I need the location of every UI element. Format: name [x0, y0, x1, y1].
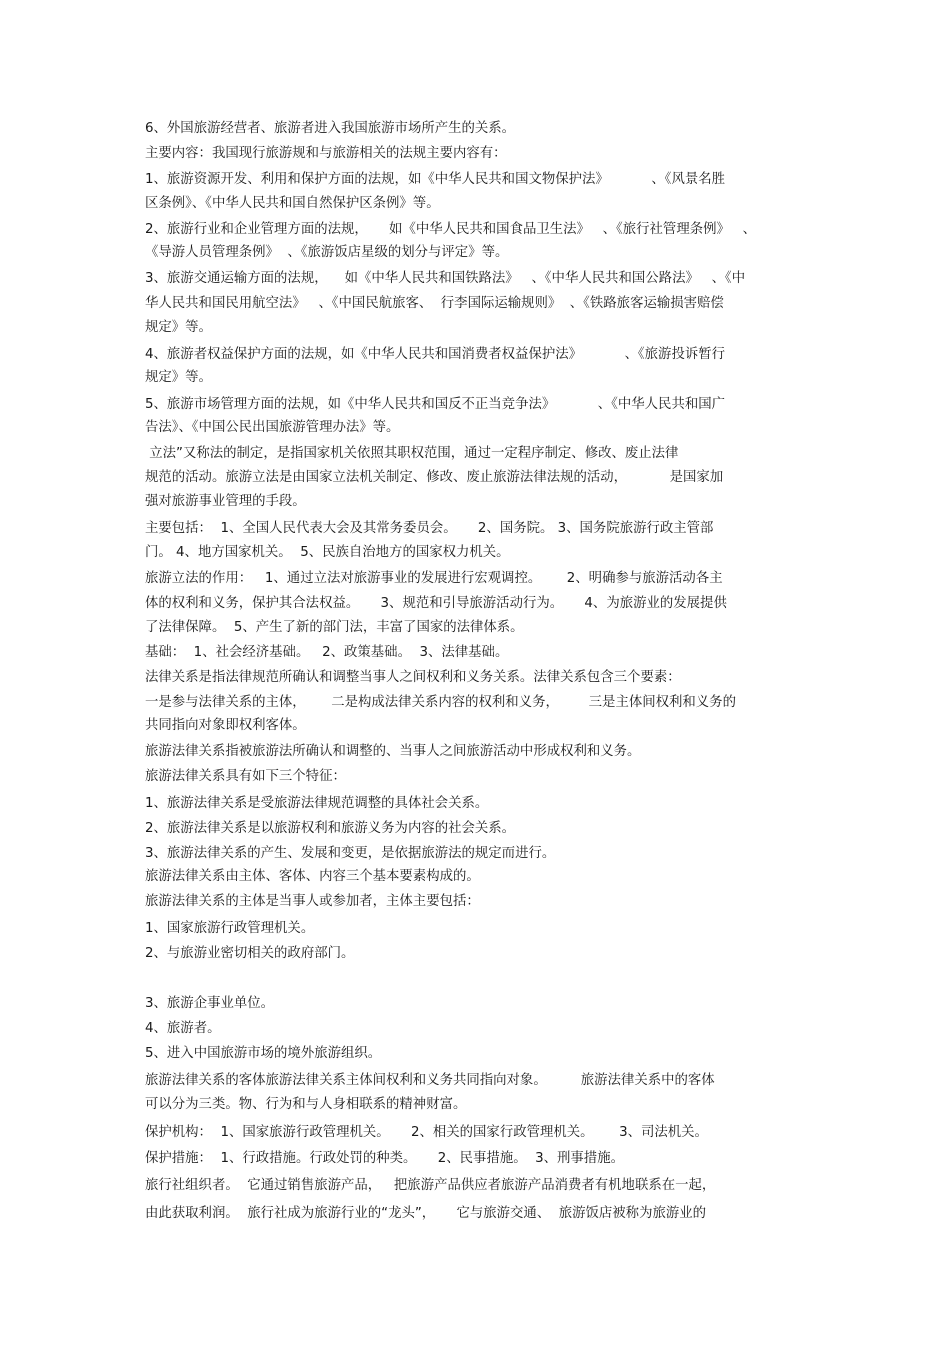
text-line: 立法”又称法的制定，是指国家机关依照其职权范围，通过一定程序制定、修改、废止法律 [145, 446, 679, 461]
text-line: 旅游法律关系的主体是当事人或参加者，主体主要包括： [145, 894, 480, 909]
text-line: 保护机构： 1、国家旅游行政管理机关。 2、相关的国家行政管理机关。 3、司法机关。 [145, 1125, 708, 1140]
text-line: 主要内容：我国现行旅游规和与旅游相关的法规主要内容有： [145, 146, 507, 161]
text-line: 2、与旅游业密切相关的政府部门。 [145, 946, 355, 961]
text-line: 5、旅游市场管理方面的法规，如《中华人民共和国反不正当竞争法》 、《中华人民共和国广 [145, 397, 726, 412]
text-line: 规定》等。 [145, 320, 212, 335]
text-line: 1、旅游法律关系是受旅游法律规范调整的具体社会关系。 [145, 796, 489, 811]
text-line: 基础： 1、社会经济基础。 2、政策基础。 3、法律基础。 [145, 645, 509, 660]
text-line: 了法律保障。 5、产生了新的部门法，丰富了国家的法律体系。 [145, 620, 524, 635]
text-line: 由此获取利润。 旅行社成为旅游行业的“龙头”， 它与旅游交通、 旅游饭店被称为旅游业的 [145, 1206, 707, 1221]
text-line: 4、旅游者权益保护方面的法规，如《中华人民共和国消费者权益保护法》 、《旅游投诉暂行 [145, 347, 726, 362]
text-line: 旅游法律关系具有如下三个特征： [145, 769, 346, 784]
text-line: 6、外国旅游经营者、旅游者进入我国旅游市场所产生的关系。 [145, 121, 516, 136]
text-line: 法律关系是指法律规范所确认和调整当事人之间权利和义务关系。法律关系包含三个要素： [145, 670, 681, 685]
text-line: 华人民共和国民用航空法》 、《中国民航旅客、 行李国际运输规则》 、《铁路旅客运输损害赔偿 [145, 296, 724, 311]
text-line: 旅游法律关系由主体、客体、内容三个基本要素构成的。 [145, 869, 480, 884]
text-line: 告法》、《中国公民出国旅游管理办法》等。 [145, 420, 400, 435]
text-line: 保护措施： 1、行政措施。行政处罚的种类。 2、民事措施。 3、刑事措施。 [145, 1151, 624, 1166]
text-line: 规定》等。 [145, 370, 212, 385]
text-line: 区条例》、《中华人民共和国自然保护区条例》等。 [145, 196, 440, 211]
text-line: 3、旅游企事业单位。 [145, 996, 275, 1011]
text-line: 强对旅游事业管理的手段。 [145, 494, 306, 509]
text-line: 一是参与法律关系的主体， 二是构成法律关系内容的权利和义务， 三是主体间权利和义务的 [145, 695, 736, 710]
text-line: 2、旅游法律关系是以旅游权利和旅游义务为内容的社会关系。 [145, 821, 516, 836]
text-line: 《导游人员管理条例》 、《旅游饭店星级的划分与评定》等。 [145, 245, 509, 260]
text-line: 3、旅游交通运输方面的法规， 如《中华人民共和国铁路法》 、《中华人民共和国公路法》 、《中 [145, 271, 746, 286]
text-line: 1、旅游资源开发、利用和保护方面的法规，如《中华人民共和国文物保护法》 、《风景名胜 [145, 172, 726, 187]
text-line: 1、国家旅游行政管理机关。 [145, 921, 315, 936]
text-line: 体的权利和义务，保护其合法权益。 3、规范和引导旅游活动行为。 4、为旅游业的发展提供 [145, 596, 727, 611]
text-line: 主要包括： 1、全国人民代表大会及其常务委员会。 2、国务院。 3、国务院旅游行政主管部 [145, 521, 714, 536]
text-line: 共同指向对象即权利客体。 [145, 718, 306, 733]
text-line: 可以分为三类。物、行为和与人身相联系的精神财富。 [145, 1097, 467, 1112]
text-line: 2、旅游行业和企业管理方面的法规， 如《中华人民共和国食品卫生法》 、《旅行社管理条例》 、 [145, 222, 757, 237]
text-line: 门。 4、地方国家机关。 5、民族自治地方的国家权力机关。 [145, 545, 510, 560]
text-line: 旅游立法的作用： 1、通过立法对旅游事业的发展进行宏观调控。 2、明确参与旅游活动各主 [145, 571, 723, 586]
text-line: 4、旅游者。 [145, 1021, 221, 1036]
text-line: 旅游法律关系的客体旅游法律关系主体间权利和义务共同指向对象。 旅游法律关系中的客体 [145, 1073, 715, 1088]
text-line: 旅游法律关系指被旅游法所确认和调整的、当事人之间旅游活动中形成权利和义务。 [145, 744, 641, 759]
text-line: 5、进入中国旅游市场的境外旅游组织。 [145, 1046, 382, 1061]
text-line: 旅行社组织者。 它通过销售旅游产品， 把旅游产品供应者旅游产品消费者有机地联系在一起， [145, 1178, 716, 1193]
text-line: 规范的活动。旅游立法是由国家立法机关制定、修改、废止旅游法律法规的活动， 是国家加 [145, 470, 724, 485]
text-line: 3、旅游法律关系的产生、发展和变更，是依据旅游法的规定而进行。 [145, 846, 556, 861]
